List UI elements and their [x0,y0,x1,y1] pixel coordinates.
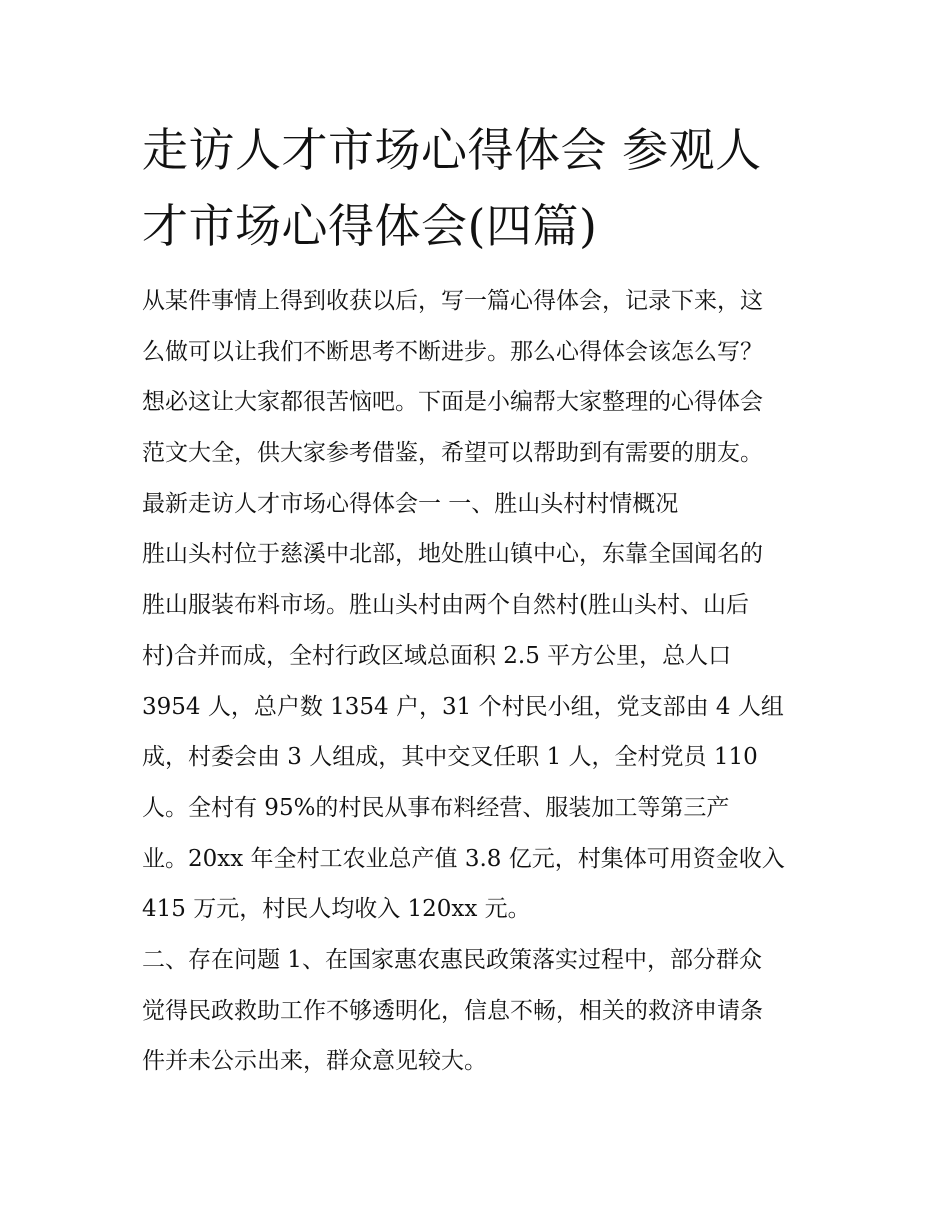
document-title [142,112,832,264]
body-line: 3954 人，总户数 1354 户，31 个村民小组，党支部由 4 人组 [142,693,784,720]
body-line: 从某件事情上得到收获以后，写一篇心得体会，记录下来，这 [142,288,763,314]
body-line: 件并未公示出来，群众意见较大。 [142,1048,487,1075]
body-line: 想必这让大家都很苦恼吧。下面是小编帮大家整理的心得体会 [142,389,763,416]
title-line-1: 走访人才市场心得体会 参观人 [142,123,762,177]
body-line: 范文大全，供大家参考借鉴，希望可以帮助到有需要的朋友。 [142,440,763,467]
body-line: 人。全村有 95%的村民从事布料经营、服装加工等第三产 [142,794,730,821]
body-line: 么做可以让我们不断思考不断进步。那么心得体会该怎么写？ [142,338,763,365]
body-line: 觉得民政救助工作不够透明化，信息不畅，相关的救济申请条 [142,997,763,1024]
document-body [142,276,832,1087]
body-line: 村)合并而成，全村行政区域总面积 2.5 平方公里，总人口 [142,642,732,669]
body-line: 415 万元，村民人均收入 120xx 元。 [142,896,531,923]
section-heading-line: 二、存在问题 1、在国家惠农惠民政策落实过程中，部分群众 [142,946,762,973]
body-line: 胜山服装布料市场。胜山头村由两个自然村(胜山头村、山后 [142,592,749,619]
title-line-2: 才市场心得体会(四篇) [142,199,598,253]
body-line: 成，村委会由 3 人组成，其中交叉任职 1 人，全村党员 110 [142,744,758,771]
body-line: 胜山头村位于慈溪中北部，地处胜山镇中心，东靠全国闻名的 [142,541,763,568]
body-line: 业。20xx 年全村工农业总产值 3.8 亿元，村集体可用资金收入 [142,845,785,872]
section-heading-line: 最新走访人才市场心得体会一 一、胜山头村村情概况 [142,490,679,517]
